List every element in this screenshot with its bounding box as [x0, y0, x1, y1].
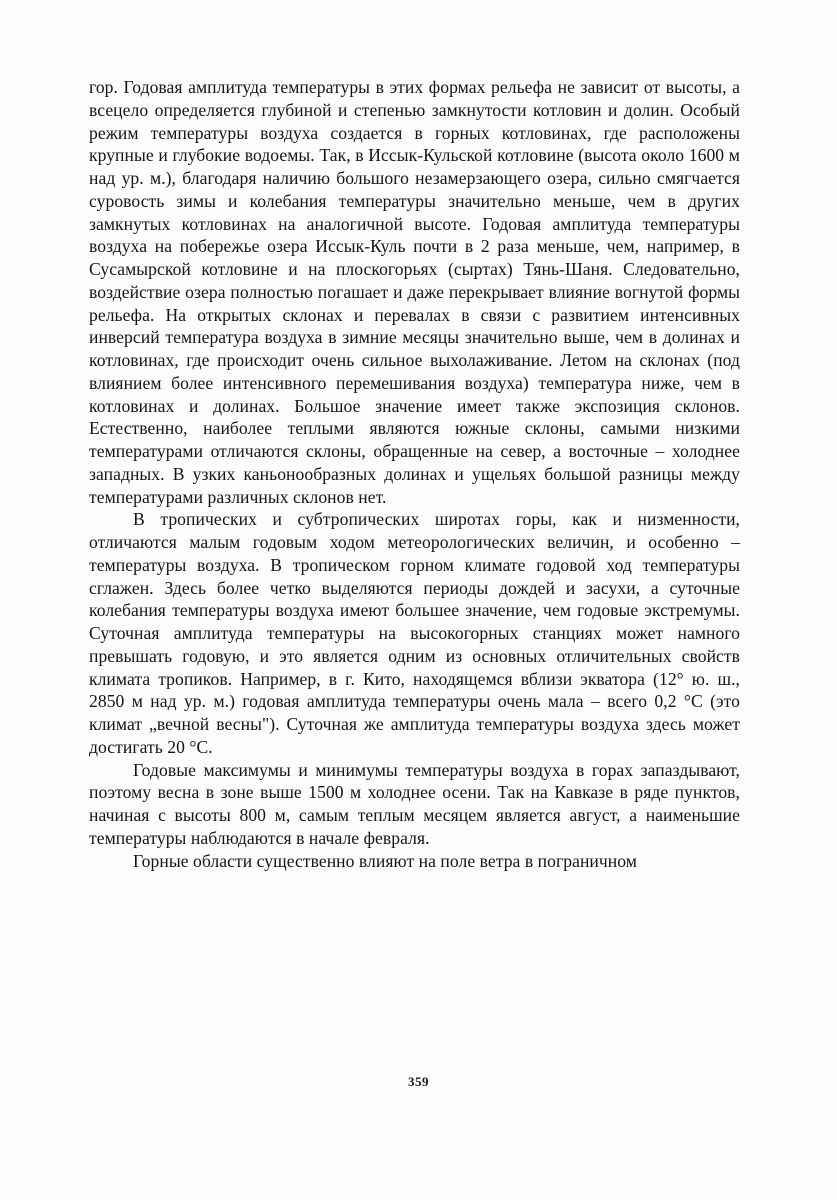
paragraph-3: Годовые максимумы и минимумы температуры воздуха в горах запаздывают, поэтому весна в зоне выше 1500 м холоднее осени. Так на Кавказе в ряде пунктов, начиная с высоты 800 м, самым теплым месяцем является август, а наименьшие температуры наблюдаются в начале февраля. [89, 759, 740, 848]
body-text [89, 76, 740, 872]
paragraph-1: гор. Годовая амплитуда температуры в этих формах рельефа не зависит от высоты, а всецело определяется глубиной и степенью замкнутости котловин и долин. Особый режим температуры воздуха создается в горных котловинах, где расположены крупные и глубокие водоемы. Так, в Иссык-Кульской котловине (высота около 1600 м над ур. м.), благодаря наличию большого незамерзающего озера, сильно смягчается суровость зимы и колебания температуры значительно меньше, чем в других замкнутых котловинах на аналогичной высоте. Годовая амплитуда температуры воздуха на побережье озера Иссык-Куль почти в 2 раза меньше, чем, например, в Сусамырской котловине и на плоскогорьях (сыртах) Тянь-Шаня. Следовательно, воздействие озера полностью погашает и даже перекрывает влияние вогнутой формы рельефа. На открытых склонах и перевалах в связи с развитием интенсивных инверсий температура воздуха в зимние месяцы значительно выше, чем в долинах и котловинах, где происходит очень сильное выхолаживание. Летом на склонах (под влиянием более интенсивного перемешивания воздуха) температура ниже, чем в котловинах и долинах. Большое значение имеет также экспозиция склонов. Естественно, наиболее теплыми являются южные склоны, самыми низкими температурами отличаются склоны, обращенные на север, а восточные – холоднее западных. В узких каньонообразных долинах и ущельях большой разницы между температурами различных склонов нет. [89, 77, 740, 507]
paragraph-4: Горные области существенно влияют на поле ветра в пограничном [133, 850, 637, 871]
page-number: 359 [408, 1074, 429, 1089]
paragraph-2: В тропических и субтропических широтах горы, как и низменности, отличаются малым годовым ходом метеорологических величин, и особенно – температуры воздуха. В тропическом горном климате годовой ход температуры сглажен. Здесь более четко выделяются периоды дождей и засухи, а суточные колебания температуры воздуха имеют большее значение, чем годовые экстремумы. Суточная амплитуда температуры на высокогорных станциях может намного превышать годовую, и это является одним из основных отличительных свойств климата тропиков. Например, в г. Кито, находящемся вблизи экватора (12° ю. ш., 2850 м над ур. м.) годовая амплитуда температуры очень мала – всего 0,2 °С (это климат „вечной весны"). Суточная же амплитуда температуры воздуха здесь может достигать 20 °С. [89, 509, 740, 757]
